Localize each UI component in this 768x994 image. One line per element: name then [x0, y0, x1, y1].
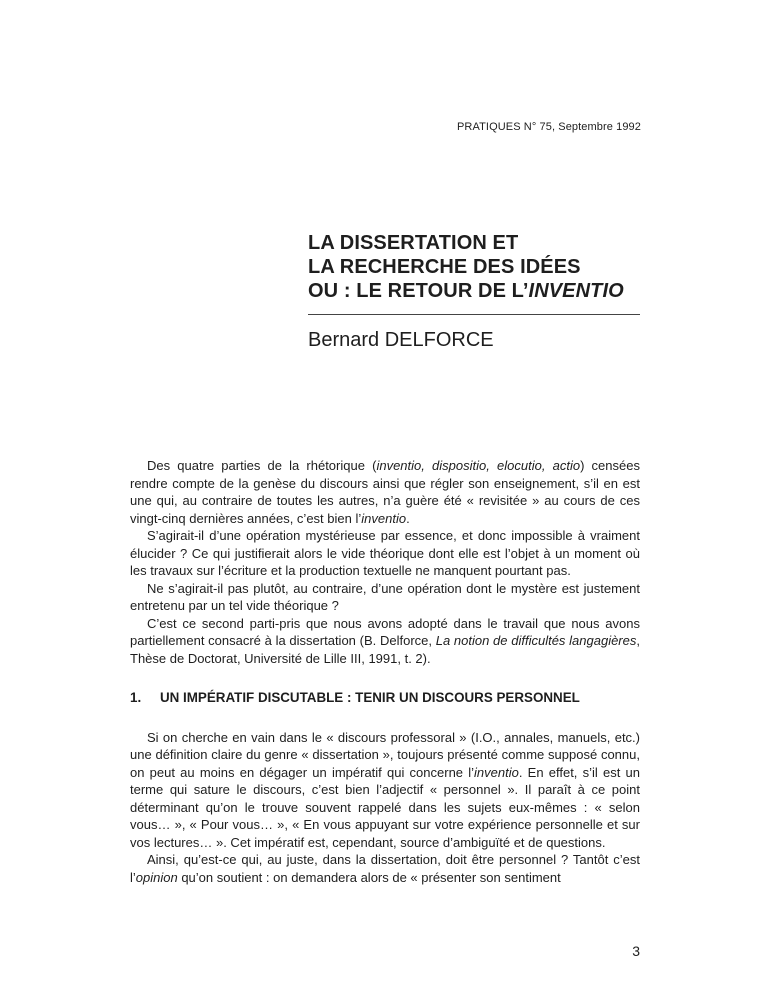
title-line-3-prefix: OU : LE RETOUR DE L’ [308, 280, 529, 302]
running-header: PRATIQUES N° 75, Septembre 1992 [457, 121, 641, 133]
title-line-2: LA RECHERCHE DES IDÉES [308, 256, 581, 278]
italic-run: opinion [135, 869, 178, 885]
section-number: 1. [130, 690, 142, 705]
article-title [308, 231, 640, 303]
text-run: ) censées rendre compte de la genèse du discours ainsi que régler son enseignement, s’il en est une qui, au contraire de toutes les autres, n’a guère été « revisitée » au cours de ces vingt-cinq dernières années, c’est bien l’ [130, 458, 640, 526]
paragraph: Ne s’agirait-il pas plutôt, au contraire, d’une opération dont le mystère est justement entretenu par un tel vide théorique ? [130, 580, 640, 613]
section-title: UN IMPÉRATIF DISCUTABLE : TENIR UN DISCOURS PERSONNEL [160, 690, 580, 705]
italic-run: inventio [474, 764, 519, 780]
text-run: qu’on soutient : on demandera alors de « présenter son sentiment [177, 869, 561, 885]
title-block [308, 231, 640, 352]
paragraph [130, 851, 640, 886]
text-run: Ainsi, qu’est-ce qui, au juste, dans la dissertation, doit être personnel ? Tantôt c’est l’ [130, 852, 640, 885]
text-run: . [406, 510, 410, 526]
author-name: Bernard DELFORCE [308, 329, 494, 351]
title-line-3-italic: INVENTIO [528, 280, 624, 302]
section-heading [130, 689, 640, 707]
paragraph [130, 615, 640, 668]
text-run: Si on cherche en vain dans le « discours professoral » (I.O., annales, manuels, etc.) une définition claire du genre « dissertation », toujours présenté comme supposé connu, on peut au moins en dégager un impératif qui concerne l’ [130, 729, 640, 780]
italic-run: inventio [361, 510, 407, 526]
page-number: 3 [632, 943, 640, 959]
text-run: . En effet, s’il est un terme qui sature le discours, c’est bien l’adjectif « personnel ». Il paraît à ce point déterminant qu’on le trouve souvent rappelé dans les sujets eux-mêmes : « selon vous… », « Pour vous… », « En vous appuyant sur votre expérience personnelle et sur vos lectures… ». Cet impératif est, cependant, source d’ambiguïté et de questions. [130, 764, 640, 850]
title-line-1: LA DISSERTATION ET [308, 232, 519, 254]
title-rule [308, 314, 640, 315]
text-run: C’est ce second parti-pris que nous avons adopté dans le travail que nous avons partiellement consacré à la dissertation (B. Delforce, [130, 615, 640, 648]
text-run: , Thèse de Doctorat, Université de Lille III, 1991, t. 2). [130, 633, 640, 666]
paragraph [130, 729, 640, 852]
italic-run: La notion de difficultés langagières [435, 633, 637, 648]
article-body [130, 457, 640, 886]
italic-run: inventio, dispositio, elocutio, actio [376, 458, 581, 473]
paragraph: S’agirait-il d’une opération mystérieuse par essence, et donc impossible à vraiment élucider ? Ce qui justifierait alors le vide théorique dont elle est l’objet à un moment où les travaux sur l’écriture et la production textuelle ne manquent pourtant pas. [130, 528, 640, 578]
text-run: Des quatre parties de la rhétorique ( [147, 458, 377, 473]
paragraph [130, 457, 640, 527]
